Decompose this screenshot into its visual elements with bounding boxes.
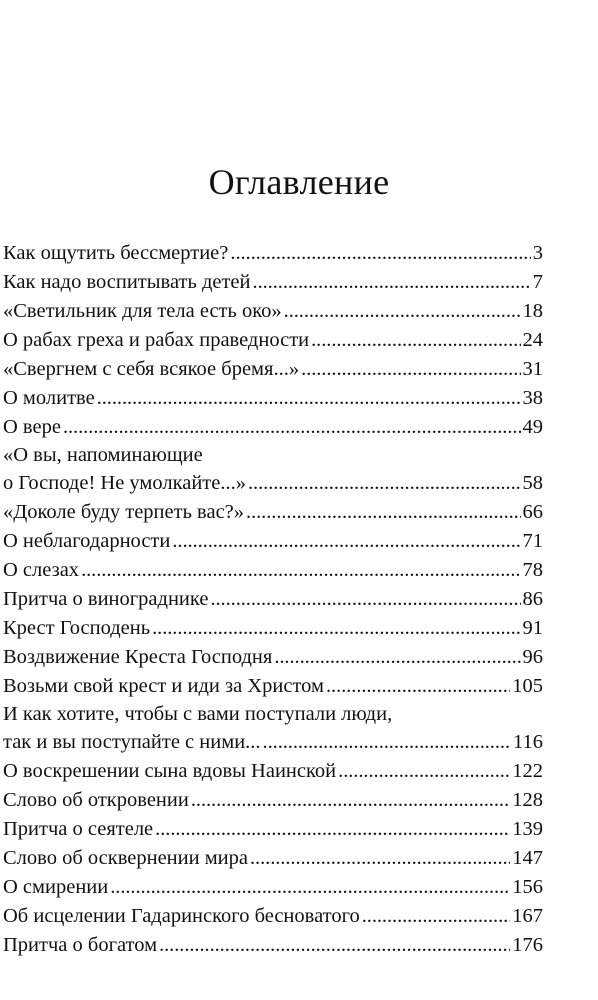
dot-leader	[230, 239, 530, 268]
toc-entry-title: Крест Господень	[3, 617, 151, 639]
toc-entry-title: Слово об откровении	[3, 789, 189, 811]
toc-entry	[3, 469, 543, 498]
dot-leader	[191, 786, 510, 815]
toc-entry-first-line	[3, 701, 543, 728]
toc-entry-title: о Господе! Не умолкайте...»	[3, 472, 246, 494]
toc-entry	[3, 527, 543, 556]
toc-entry-page: 176	[512, 934, 543, 956]
toc-entry-title: О рабах греха и рабах праведности	[3, 329, 310, 351]
toc-entry-title-line1: И как хотите, чтобы с вами поступали люди,	[3, 703, 393, 725]
toc-entry-title: О смирении	[3, 876, 109, 898]
dot-leader	[311, 326, 520, 355]
toc-entry	[3, 585, 543, 614]
toc-entry-title: О слезах	[3, 559, 80, 581]
dot-leader	[250, 844, 510, 873]
toc-entry	[3, 384, 543, 413]
toc-entry	[3, 873, 543, 902]
toc-entry-title: Притча о винограднике	[3, 588, 209, 610]
toc-entry-page: 71	[522, 530, 543, 552]
toc-entry-title: О вере	[3, 416, 61, 438]
toc-entry-title: «Свергнем с себя всякое бремя...»	[3, 358, 300, 380]
toc-entry-title: Притча о богатом	[3, 934, 158, 956]
toc-entry-title: Воздвижение Креста Господня	[3, 646, 273, 668]
toc-entry-title: О неблагодарности	[3, 530, 171, 552]
toc-entry-page: 31	[522, 358, 543, 380]
toc-entry-page: 58	[522, 472, 543, 494]
toc-entry-page: 38	[522, 387, 543, 409]
toc-entry	[3, 757, 543, 786]
toc-entry-title: так и вы поступайте с ними...	[3, 731, 261, 753]
dot-leader	[246, 498, 520, 527]
toc-entry-title: О воскрешении сына вдовы Наинской	[3, 760, 337, 782]
dot-leader	[159, 931, 510, 960]
toc-entry-page: 78	[522, 559, 543, 581]
toc-entry-title: О молитве	[3, 387, 95, 409]
toc-entry-page: 91	[522, 617, 543, 639]
dot-leader	[152, 614, 520, 643]
dot-leader	[110, 873, 510, 902]
toc-entry-page: 156	[512, 876, 543, 898]
toc-entry-title: Притча о сеятеле	[3, 818, 154, 840]
toc-entry-first-line	[3, 442, 543, 469]
toc-entry	[3, 931, 543, 960]
toc-entry	[3, 786, 543, 815]
toc-entry-page: 122	[512, 760, 543, 782]
toc-entry	[3, 643, 543, 672]
toc-entry-title: Как ощутить бессмертие?	[3, 242, 229, 264]
toc-entry	[3, 297, 543, 326]
toc-entry-page: 86	[522, 588, 543, 610]
toc-entry-page: 139	[512, 818, 543, 840]
dot-leader	[301, 355, 520, 384]
toc-entry	[3, 844, 543, 873]
toc-entry-title: Слово об осквернении мира	[3, 847, 248, 869]
dot-leader	[81, 556, 520, 585]
toc-entry-title: Возьми свой крест и иди за Христом	[3, 675, 324, 697]
toc-entry-page: 105	[512, 675, 543, 697]
toc-entry-title-line1: «О вы, напоминающие	[3, 444, 203, 466]
toc-entry	[3, 672, 543, 701]
toc-entry-title: «Доколе буду терпеть вас?»	[3, 501, 245, 523]
dot-leader	[362, 902, 511, 931]
toc-entry-page: 7	[532, 271, 543, 293]
toc-entry	[3, 498, 543, 527]
toc-entry	[3, 815, 543, 844]
dot-leader	[63, 413, 521, 442]
table-of-contents	[3, 239, 543, 960]
toc-entry-page: 167	[512, 905, 543, 927]
dot-leader	[97, 384, 521, 413]
dot-leader	[338, 757, 510, 786]
toc-entry-title: «Светильник для тела есть око»	[3, 300, 282, 322]
toc-entry-page: 147	[512, 847, 543, 869]
toc-entry	[3, 268, 543, 297]
toc-entry	[3, 556, 543, 585]
toc-entry-page: 18	[522, 300, 543, 322]
dot-leader	[248, 469, 521, 498]
toc-entry	[3, 413, 543, 442]
toc-entry	[3, 355, 543, 384]
dot-leader	[274, 643, 520, 672]
toc-entry	[3, 902, 543, 931]
dot-leader	[326, 672, 510, 701]
toc-entry-page: 66	[522, 501, 543, 523]
toc-entry	[3, 728, 543, 757]
dot-leader	[263, 728, 511, 757]
page-title: Оглавление	[208, 162, 390, 202]
toc-entry-page: 116	[513, 731, 543, 753]
toc-entry-page: 128	[512, 789, 543, 811]
dot-leader	[253, 268, 531, 297]
dot-leader	[210, 585, 520, 614]
dot-leader	[155, 815, 510, 844]
toc-entry-page: 24	[522, 329, 543, 351]
toc-entry-page: 96	[522, 646, 543, 668]
dot-leader	[172, 527, 520, 556]
toc-entry-page: 3	[532, 242, 543, 264]
toc-entry-page: 49	[522, 416, 543, 438]
toc-entry	[3, 239, 543, 268]
toc-entry	[3, 326, 543, 355]
toc-entry-title: Об исцелении Гадаринского бесноватого	[3, 905, 360, 927]
dot-leader	[284, 297, 521, 326]
toc-entry-title: Как надо воспитывать детей	[3, 271, 251, 293]
toc-entry	[3, 614, 543, 643]
